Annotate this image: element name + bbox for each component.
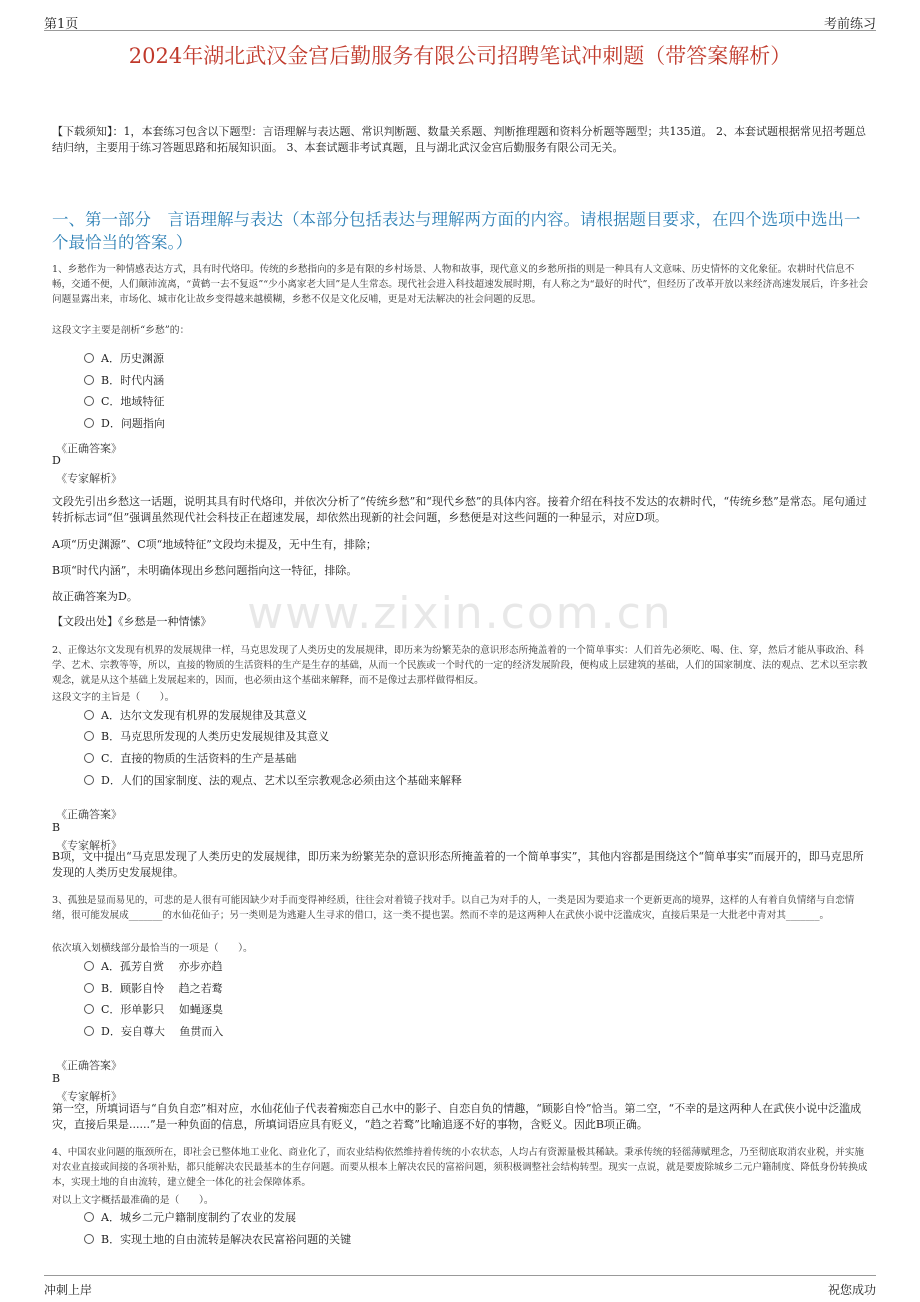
question-2-prompt: 这段文字的主旨是（ ）。	[52, 692, 175, 703]
radio-icon[interactable]	[84, 961, 94, 971]
radio-icon[interactable]	[84, 1004, 94, 1014]
q1-option-c[interactable]: C．地域特征	[84, 393, 164, 409]
q1-source: 【文段出处】《乡愁是一种情愫》	[52, 615, 212, 628]
q1-analysis-3: B项“时代内涵”，未明确体现出乡愁问题指向这一特征，排除。	[52, 564, 358, 577]
question-3-text: 3、孤独是显而易见的，可悲的是人很有可能因缺少对手而变得神经质，往往会对着镜子找对手。以自己为对手的人，一类是因为要追求一个更新更高的境界，这样的人有着自负情绪与自恋情绪，很可能发展成_______的水仙花仙子；另一类则是为逃避人生寻求的借口，这一类不提也罢。然而不幸的是这两种人在武侠小说中泛滥成灾，直接后果是一大批老中青对其_______。	[52, 895, 855, 921]
q1-option-d[interactable]: D．问题指向	[84, 415, 165, 431]
analysis-label: 《专家解析》	[56, 839, 122, 852]
q1-option-a[interactable]: A．历史渊源	[84, 350, 164, 366]
radio-icon[interactable]	[84, 375, 94, 385]
question-1-text: 1、乡愁作为一种情感表达方式，具有时代烙印。传统的乡愁指向的多是有限的乡村场景、人物和故事，现代意义的乡愁所指的则是一种具有人文意味、历史情怀的文化象征。农耕时代信息不畅，交通不便，人们颠沛流离，“黄鹤一去不复返”“少小离家老大回”是人生常态。现代社会进入科技超速发展时期，有人称之为“最好的时代”，但经历了改革开放以来经济高速发展后，许多社会问题显露出来，市场化、城市化让故乡变得越来越模糊，乡愁不仅是文化反哺，更是对无法解决的社会问题的反思。	[52, 264, 869, 305]
analysis-label: 《专家解析》	[56, 472, 122, 485]
footer-right: 祝您成功	[827, 1283, 876, 1297]
q4-option-b[interactable]: B．实现土地的自由流转是解决农民富裕问题的关键	[84, 1231, 351, 1247]
q2-option-a[interactable]: A．达尔文发现有机界的发展规律及其意义	[84, 707, 307, 723]
question-4-prompt: 对以上文字概括最准确的是（ ）。	[52, 1195, 214, 1206]
analysis-label: 《专家解析》	[56, 1090, 122, 1103]
q3-option-b[interactable]: B．顾影自怜 趋之若鹜	[84, 980, 223, 996]
radio-icon[interactable]	[84, 775, 94, 785]
page-number: 第1页	[44, 17, 79, 32]
q3-answer: B	[52, 1072, 61, 1085]
q3-analysis: 第一空，所填词语与“自负自恋”相对应，水仙花仙子代表着痴恋自己水中的影子、自恋自负的情趣，“顾影自怜”恰当。第二空，“不幸的是这两种人在武侠小说中泛滥成灾，直接后果是......”是一种负面的信息，所填词语应具有贬义，“趋之若鹜”比喻追逐不好的事物，含贬义。因此B项正确。	[52, 1102, 862, 1131]
header-tag: 考前练习	[823, 17, 876, 32]
radio-icon[interactable]	[84, 983, 94, 993]
q2-analysis: B项，文中提出“马克思发现了人类历史的发展规律，即历来为纷繁芜杂的意识形态所掩盖着的一个简单事实”，其他内容都是围绕这个“简单事实”而展开的，即马克思所发现的人类历史发展规律。	[52, 850, 864, 879]
answer-label: 《正确答案》	[56, 1059, 122, 1072]
radio-icon[interactable]	[84, 731, 94, 741]
page-title: 2024年湖北武汉金宫后勤服务有限公司招聘笔试冲刺题（带答案解析）	[128, 44, 792, 68]
radio-icon[interactable]	[84, 1234, 94, 1244]
question-4-text: 4、中国农业问题的瓶颈所在，即社会已整体地工业化、商业化了，而农业结构依然维持着传统的小农状态，人均占有资源量极其稀缺。秉承传统的轻徭薄赋理念，乃至彻底取消农业税，并实施对农业直接或间接的各项补贴，都只能解决农民最基本的生存问题。而要从根本上解决农民的富裕问题，须积极调整社会结构转型。现实一点说，就是要废除城乡二元户籍制度、降低身份转换成本，实现土地的自由流转，建立健全一体化的社会保障体系。	[52, 1147, 868, 1188]
radio-icon[interactable]	[84, 396, 94, 406]
q1-option-b[interactable]: B．时代内涵	[84, 372, 164, 388]
q2-option-b[interactable]: B．马克思所发现的人类历史发展规律及其意义	[84, 728, 329, 744]
question-1-prompt: 这段文字主要是剖析“乡愁”的：	[52, 325, 190, 336]
q1-analysis-4: 故正确答案为D。	[52, 590, 138, 603]
download-notice: 【下载须知】：1，本套练习包含以下题型：言语理解与表达题、常识判断题、数量关系题、判断推理题和资料分析题等题型；共135道。 2、本套试题根据常见招考题总结归纳，主要用于练习答题思路和拓展知识面。 3、本套试题非考试真题，且与湖北武汉金宫后勤服务有限公司无关。	[52, 125, 866, 154]
q1-answer: D	[52, 454, 61, 467]
question-3-prompt: 依次填入划横线部分最恰当的一项是（ ）。	[52, 943, 253, 954]
page-header	[44, 0, 876, 31]
q1-analysis-1: 文段先引出乡愁这一话题，说明其具有时代烙印，并依次分析了“传统乡愁”和“现代乡愁”的具体内容。接着介绍在科技不发达的农耕时代，“传统乡愁”是常态。尾句通过转折标志词“但”强调虽然现代社会科技正在超速发展，却依然出现新的社会问题，乡愁便是对这些问题的一种显示，对应D项。	[52, 495, 867, 524]
q1-analysis-2: A项“历史渊源”、C项“地域特征”文段均未提及，无中生有，排除；	[52, 538, 377, 551]
q4-option-a[interactable]: A．城乡二元户籍制度制约了农业的发展	[84, 1209, 296, 1225]
q3-option-c[interactable]: C．形单影只 如蝇逐臭	[84, 1001, 223, 1017]
q3-option-a[interactable]: A．孤芳自赏 亦步亦趋	[84, 958, 222, 974]
answer-label: 《正确答案》	[56, 442, 122, 455]
radio-icon[interactable]	[84, 710, 94, 720]
radio-icon[interactable]	[84, 1026, 94, 1036]
q2-answer: B	[52, 821, 61, 834]
radio-icon[interactable]	[84, 753, 94, 763]
radio-icon[interactable]	[84, 353, 94, 363]
q2-option-c[interactable]: C．直接的物质的生活资料的生产是基础	[84, 750, 296, 766]
radio-icon[interactable]	[84, 1212, 94, 1222]
question-2-text: 2、正像达尔文发现有机界的发展规律一样，马克思发现了人类历史的发展规律，即历来为纷繁芜杂的意识形态所掩盖着的一个简单事实：人们首先必须吃、喝、住、穿，然后才能从事政治、科学、艺术、宗教等等，所以，直接的物质的生活资料的生产是生存的基础，从而一个民族或一个时代的一定的经济发展阶段，便构成上层建筑的基础，人们的国家制度、法的观点、艺术以至宗教观念，就是从这个基础上发展起来的，因而，也必须由这个基础来解释，而不是像过去那样做得相反。	[52, 645, 868, 686]
answer-label: 《正确答案》	[56, 808, 122, 821]
q2-option-d[interactable]: D．人们的国家制度、法的观点、艺术以至宗教观念必须由这个基础来解释	[84, 772, 462, 788]
q3-option-d[interactable]: D．妄自尊大 鱼贯而入	[84, 1023, 223, 1039]
footer-left: 冲刺上岸	[44, 1283, 93, 1297]
section-heading: 一、第一部分 言语理解与表达（本部分包括表达与理解两方面的内容。请根据题目要求，在四个选项中选出一个最恰当的答案。）	[52, 210, 861, 252]
radio-icon[interactable]	[84, 418, 94, 428]
page-footer	[44, 1275, 876, 1302]
watermark: www.zixin.com.cn	[247, 588, 673, 639]
